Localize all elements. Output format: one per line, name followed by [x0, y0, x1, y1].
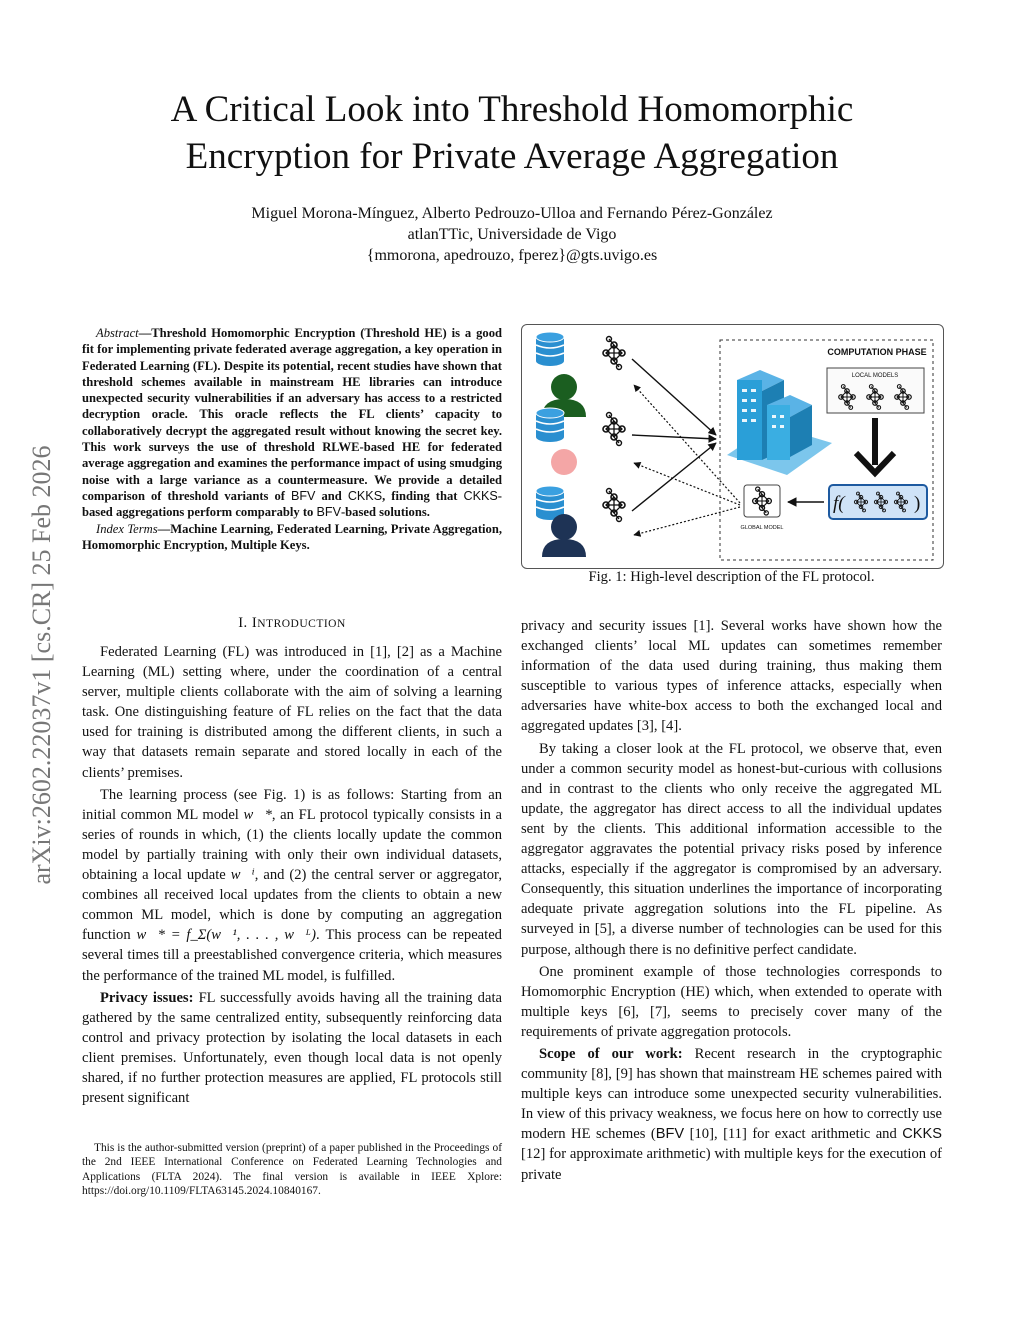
- download-arrows: [634, 385, 740, 535]
- intro-paragraph-2: [82, 785, 502, 986]
- author-affiliation: atlanTTic, Universidade de Vigo: [407, 226, 617, 243]
- arxiv-id: arXiv:2602.22037v1 [cs.CR] 25 Feb 2026: [27, 445, 56, 885]
- intro-paragraph-3: [82, 988, 502, 1109]
- figure-diagram: [522, 325, 943, 568]
- computation-phase-label: COMPUTATION PHASE: [827, 347, 927, 357]
- p2-text-d: . This process can be repeated several times till a preestablished convergence criteria, which measures the performance of the trained ML model, is fulfilled.: [82, 927, 502, 984]
- figure-caption: Fig. 1: High-level description of the FL protocol.: [588, 569, 875, 585]
- p4-text-b: [10], [11] for exact arithmetic and: [684, 1126, 903, 1143]
- math-aggregation: w⃗* = f_Σ(w⃗¹, . . . , w⃗ᴸ): [136, 927, 316, 944]
- ckks-term-3: CKKS: [902, 1126, 942, 1143]
- section-heading-introduction: [82, 615, 502, 632]
- section-number: I.: [238, 615, 252, 631]
- author-emails: {mmorona, apedrouzo, fperez}@gts.uvigo.es: [366, 247, 658, 264]
- paper-title: [0, 86, 1024, 180]
- server-icon: [727, 370, 832, 475]
- abstract-text-4: -based solutions.: [340, 505, 430, 520]
- bfv-term-2: BFV: [316, 505, 341, 520]
- title-line-2: Encryption for Private Average Aggregation: [185, 136, 839, 177]
- bfv-term-3: BFV: [655, 1126, 685, 1143]
- author-block: [0, 203, 1024, 266]
- title-line-1: A Critical Look into Threshold Homomorphic: [170, 89, 854, 130]
- right-column-body: [521, 616, 942, 1185]
- abstract-text-3: -based aggregations perform comparably to: [82, 488, 502, 520]
- math-w-star: w⃗*: [243, 806, 272, 823]
- ckks-term: CKKS: [347, 488, 383, 503]
- abstract-label: Abstract: [96, 326, 139, 340]
- p2-text-a: The learning process (see Fig. 1) is as follows: Starting from an initial common ML model: [82, 786, 502, 823]
- func-close: ): [914, 493, 921, 514]
- local-models-label: LOCAL MODELS: [851, 373, 899, 379]
- upload-arrows: [632, 359, 716, 511]
- left-column-body: [82, 642, 502, 1108]
- client-2: [536, 408, 625, 475]
- footnote-text: This is the author-submitted version (preprint) of a paper published in the Proceedings of the 2nd IEEE International Conference on Federated Learning Technologies and Applications (FLTA 2024). The final version is available in IEEE Xplore: https://doi.org/10.1109/FLTA63145.2024.10840167.: [82, 1142, 502, 1197]
- down-arrow-icon: [856, 418, 894, 473]
- right-paragraph-3: One prominent example of those technologies corresponds to Homomorphic Encryption (HE) which, when extended to operate with multiple keys [6], [7], seems to precisely cover many of the requirements of private aggregation protocols.: [521, 963, 942, 1040]
- p3-text: FL successfully avoids having all the training data gathered by the same centralized entity, subsequently reinforcing data control and privacy protection by isolating the local datasets in each client premises. Unfortunately, even though local data is not openly shared, if no further protection measures are applied, FL protocols still present significant: [82, 989, 502, 1107]
- figure-fl-protocol: [521, 324, 944, 569]
- abstract: [82, 325, 502, 553]
- ckks-term-2: CKKS: [463, 488, 498, 503]
- func-open: f(: [833, 493, 845, 514]
- math-w-i: w⃗ⁱ: [230, 867, 255, 884]
- privacy-issues-label: Privacy issues:: [100, 989, 194, 1006]
- p4-text-a: Recent research in the cryptographic community [8], [9] has shown that mainstream HE schemes paired with multiple keys can introduce some unexpected security vulnerabilities. In view of this privacy weakness, we focus here on how to correctly use modern HE schemes (: [521, 1045, 942, 1143]
- index-terms-label: Index Terms: [96, 521, 158, 536]
- abstract-text: —Threshold Homomorphic Encryption (Threshold HE) is a good fit for implementing private federated average aggregation, a key operation in Federated Learning (FL). Despite its potential, recent studies have shown that threshold schemes available in mainstream HE libraries can introduce unexpected security vulnerabilities if an adversary has access to a restricted decryption oracle. This oracle reflects the FL clients’ capacity to collaboratively decrypt the aggregated result without knowing the secret key. This work surveys the use of threshold RLWE-based HE for federated average aggregation and examines the performance impact of using smudging noise with a large variance as a countermeasure. We provide a detailed comparison of threshold variants of: [82, 326, 502, 503]
- right-paragraph-2: By taking a closer look at the FL protocol, we observe that, even under a common security model as honest-but-curious with collusions and in contrast to the clients who only receive the aggregated ML update, the aggregator has direct access to all the individual updates sent by the clients. This additional information accessible to the aggregator aggravates the potential privacy risks posed by inference attacks, especially if the aggregator is compromised by an adversary. Consequently, this situation underlines the importance of incorporating adequate private aggregation solutions into the FL pipeline. As surveyed in [5], a diverse number of technologies can be used for this purpose, although there is no definitive perfect candidate.: [521, 740, 942, 958]
- abstract-text-2: , finding that: [382, 488, 464, 503]
- arxiv-stamp: [18, 375, 58, 955]
- right-paragraph-4: [521, 1044, 942, 1185]
- right-paragraph-1: privacy and security issues [1]. Several works have shown how the exchanged clients’ local ML updates can sometimes remember information of the data used during training, thus making them susceptible to various types of inference attacks, especially when adversaries have white-box access to both the exchanged local and aggregated updates [3], [4].: [521, 618, 942, 735]
- global-model-label: GLOBAL MODEL: [740, 525, 784, 531]
- author-names: Miguel Morona-Mínguez, Alberto Pedrouzo-Ulloa and Fernando Pérez-González: [251, 205, 773, 222]
- p2-text-c: , and (2) the central server or aggregator, combines all received local updates from the clients to obtain a new common ML model, which is done by computing an aggregation function: [82, 867, 502, 944]
- bfv-term: BFV: [290, 488, 316, 503]
- section-rest: NTRODUCTION: [257, 618, 346, 630]
- scope-label: Scope of our work:: [539, 1045, 683, 1062]
- index-terms: —Machine Learning, Federated Learning, Private Aggregation, Homomorphic Encryption, Multiple Keys.: [82, 521, 502, 552]
- client-1: [536, 332, 625, 417]
- footnote: [82, 1141, 502, 1198]
- abstract-and: and: [315, 488, 348, 503]
- section-initial: I: [251, 615, 258, 631]
- p2-text-b: , an FL protocol typically consists in a series of rounds in which, (1) the clients locally update the common model by partially training with only their own individual datasets, obtaining a local update: [82, 806, 502, 884]
- p4-text-c: [12] for approximate arithmetic) with multiple keys for the execution of private: [521, 1146, 942, 1183]
- client-3: [536, 486, 625, 557]
- intro-paragraph-1: Federated Learning (FL) was introduced in [1], [2] as a Machine Learning (ML) setting where, under the coordination of a central server, multiple clients collaborate with the aim of solving a learning task. One distinguishing feature of FL relies on the fact that the data used for training is distributed among the different clients, in such a way that datasets remain separate and stored locally in each of the clients’ premises.: [82, 644, 502, 781]
